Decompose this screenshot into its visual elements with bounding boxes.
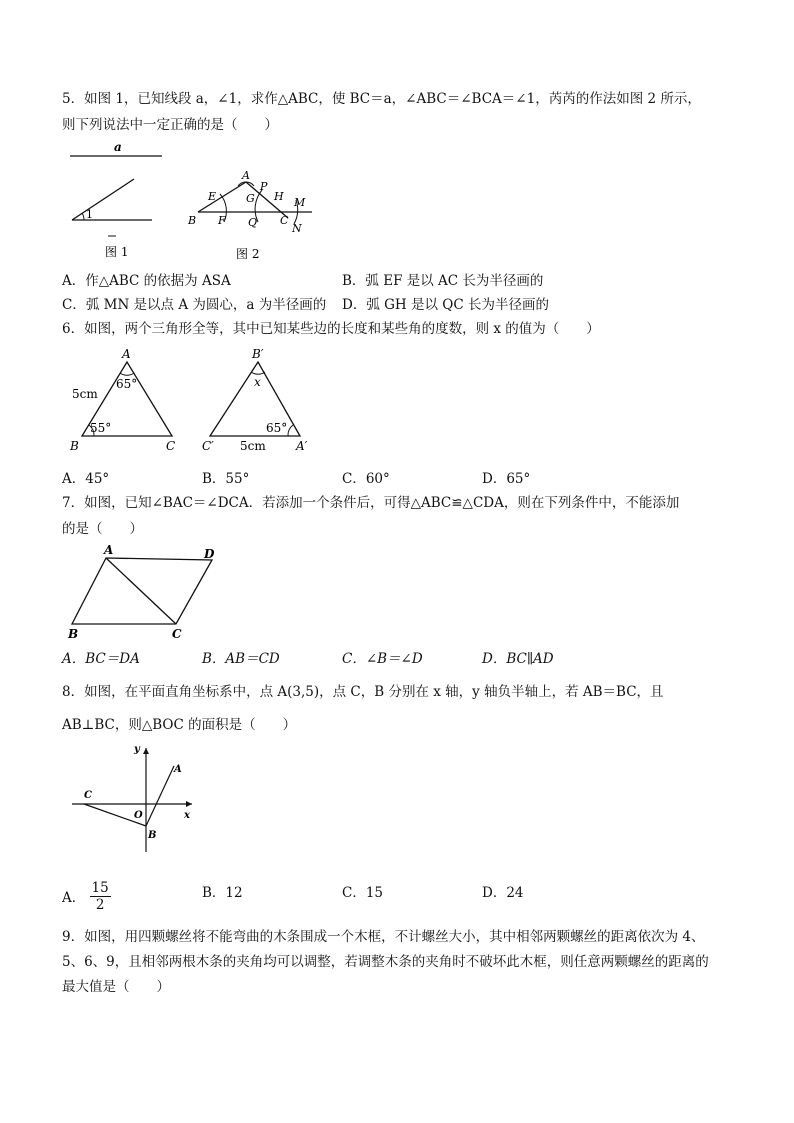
point-label-A: A [174,764,182,775]
point-label-C: C [280,214,289,227]
q5-option-d[interactable]: D．弧 GH 是以 QC 长为半径画的 [342,297,549,313]
axis-label-x: x [184,810,190,821]
point-label-F: F [218,214,226,227]
q8-fraction-numerator: 15 [91,880,109,896]
label-a: a [114,140,122,154]
q7-option-a[interactable]: A．BC＝DA [62,651,140,667]
point-label-B: B [148,830,157,841]
point-label-P: P [260,180,268,193]
point-label-N: N [292,222,302,235]
q6-option-c[interactable]: C．60° [342,471,390,487]
point-label-C: C [84,790,92,801]
vertex-label-C-prime: C′ [202,439,214,453]
angle-label-a: 65° [116,377,138,391]
angle-label-x: x [254,375,261,389]
q6-figure-right-triangle [196,344,326,460]
point-label-E: E [208,190,217,203]
q8-option-a[interactable] [62,882,111,915]
vertex-label-C: C [166,439,176,453]
q5-option-b[interactable]: B．弧 EF 是以 AC 长为半径画的 [342,273,544,289]
side-label-c-prime-a-prime: 5cm [240,439,266,453]
label-angle-1: 1 [86,208,93,221]
point-label-O: O [134,810,143,821]
q8-fraction-denominator: 2 [95,897,105,913]
q8-option-d[interactable]: D．24 [482,885,524,901]
diagonal-ac [106,558,176,624]
caption-fig1: 图 1 [105,245,129,259]
q8-stem-line2: AB⊥BC，则△BOC 的面积是（ ） [62,717,297,733]
q7-figure-parallelogram [62,544,232,644]
y-axis-arrow [143,748,149,754]
q6-stem: 6．如图，两个三角形全等，其中已知某些边的长度和某些角的度数，则 x 的值为（ ） [62,321,600,337]
parallelogram-abcd [72,558,212,624]
q5-figure-2 [184,166,319,264]
point-label-A: A [242,169,250,182]
vertex-label-A-prime: A′ [296,439,308,453]
q8-option-b[interactable]: B．12 [202,885,243,901]
q7-option-d[interactable]: D．BC∥AD [482,651,554,667]
q7-option-b[interactable]: B．AB＝CD [202,651,280,667]
q8-stem-line1: 8．如图，在平面直角坐标系中，点 A(3,5)，点 C，B 分别在 x 轴，y 轴负半轴上，若 AB＝BC，且 [62,684,664,700]
angle-arc-a-prime [288,425,293,436]
point-label-M: M [294,196,306,209]
side-label-ab: 5cm [72,387,98,401]
point-label-B: B [188,214,197,227]
q6-option-a[interactable]: A．45° [62,471,110,487]
q7-stem-line1: 7．如图，已知∠BAC＝∠DCA．若添加一个条件后，可得△ABC≌△CDA，则在下列条件中，不能添加 [62,495,680,511]
segment-ba [146,766,174,826]
caption-fig2: 图 2 [236,247,260,261]
angle-label-b: 55° [90,421,112,435]
angle-ray-top [72,179,134,220]
point-label-G: G [246,192,255,205]
point-label-Q: Q [248,216,258,229]
q6-figure-left-triangle [62,344,192,460]
q8-option-a-prefix: A． [62,890,86,906]
vertex-label-C: C [172,627,182,641]
x-axis-arrow [186,801,192,807]
vertex-label-B-prime: B′ [252,347,264,361]
q5-stem-line1: 5．如图 1，已知线段 a，∠1，求作△ABC，使 BC＝a，∠ABC＝∠BCA＝∠1，芮芮的作法如图 2 所示， [62,91,701,107]
vertex-label-B: B [68,627,79,641]
vertex-label-D: D [204,547,215,561]
q8-figure-coordinate [62,738,202,856]
axis-label-y: y [134,744,140,755]
angle-arc [82,213,84,220]
point-label-H: H [274,190,284,203]
vertex-label-A: A [122,347,131,361]
angle-arc-a [120,373,134,375]
angle-label-a-prime: 65° [266,421,288,435]
q6-option-b[interactable]: B．55° [202,471,250,487]
q5-option-c[interactable]: C．弧 MN 是以点 A 为圆心，a 为半径画的 [62,297,327,313]
q9-stem-line3: 最大值是（ ） [62,979,170,995]
q5-figure-1 [62,140,172,262]
vertex-label-B: B [70,439,79,453]
q9-stem-line1: 9．如图，用四颗螺丝将不能弯曲的木条围成一个木框，不计螺丝大小，其中相邻两颗螺丝的距离依次为 4、 [62,929,705,945]
q6-option-d[interactable]: D．65° [482,471,531,487]
q7-stem-line2: 的是（ ） [62,521,143,537]
q5-stem-line2: 则下列说法中一定正确的是（ ） [62,117,278,133]
q5-option-a[interactable]: A．作△ABC 的依据为 ASA [62,273,231,289]
vertex-label-A: A [104,544,114,557]
q8-option-c[interactable]: C．15 [342,885,384,901]
angle-arc-b-prime [251,372,265,374]
q9-stem-line2: 5、6、9，且相邻两根木条的夹角均可以调整，若调整木条的夹角时不破坏此木框，则任意两颗螺丝的距离的 [62,954,709,970]
q7-option-c[interactable]: C．∠B＝∠D [342,651,423,667]
q8-option-a-fraction [90,880,111,913]
